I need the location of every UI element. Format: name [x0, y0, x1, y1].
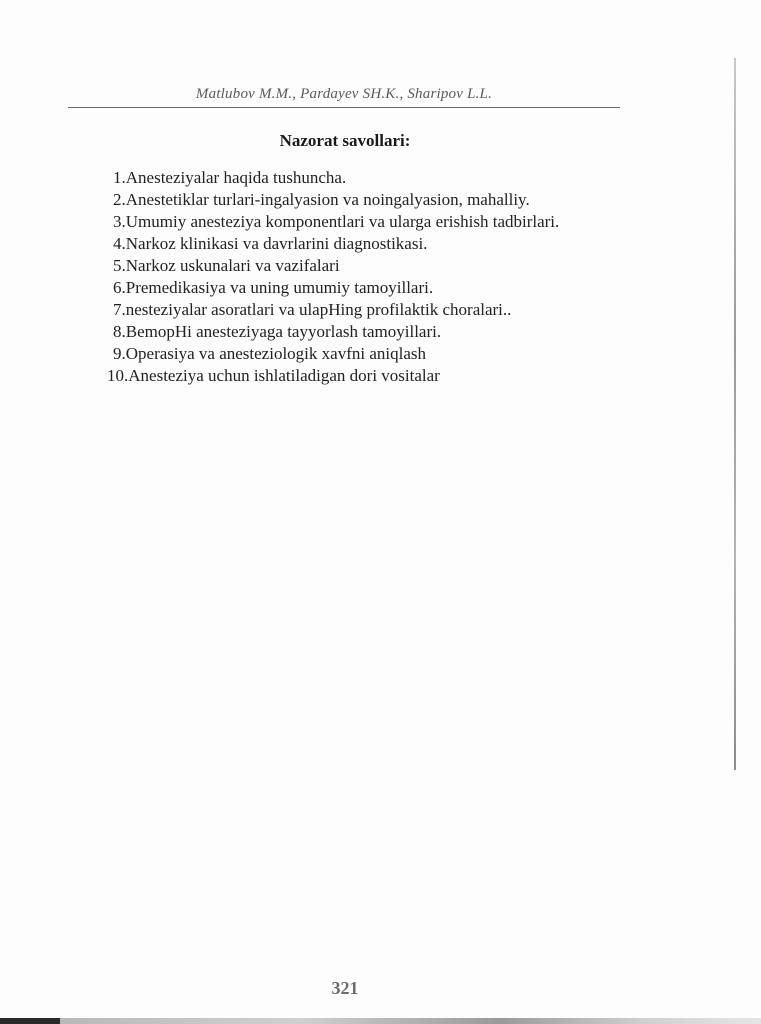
- question-list: [107, 167, 633, 387]
- list-item: 1.Anesteziyalar haqida tushuncha.: [113, 168, 347, 187]
- page-edge-bottom: [0, 1018, 761, 1024]
- list-item: 7.nesteziyalar asoratlari va ulapHing profilaktik choralari..: [113, 300, 512, 319]
- list-item: 5.Narkoz uskunalari va vazifalari: [113, 256, 340, 275]
- section-title: Nazorat savollari:: [279, 131, 411, 150]
- header-rule: [68, 107, 620, 108]
- list-item: 10.Anesteziya uchun ishlatiladigan dori vositalar: [107, 366, 440, 385]
- list-item: 9.Operasiya va anesteziologik xavfni aniqlash: [113, 344, 426, 363]
- page-edge-right: [734, 58, 736, 770]
- list-item: 4.Narkoz klinikasi va davrlarini diagnostikasi.: [113, 234, 428, 253]
- page-number: 321: [331, 978, 359, 998]
- list-item: 2.Anestetiklar turlari-ingalyasion va noingalyasion, mahalliy.: [113, 190, 530, 209]
- list-item: 6.Premedikasiya va uning umumiy tamoyillari.: [113, 278, 434, 297]
- running-head: Matlubov M.M., Pardayev SH.K., Sharipov L.L.: [195, 86, 493, 102]
- list-item: 3.Umumiy anesteziya komponentlari va ularga erishish tadbirlari.: [113, 212, 560, 231]
- list-item: 8.BemopHi anesteziyaga tayyorlash tamoyillari.: [113, 322, 442, 341]
